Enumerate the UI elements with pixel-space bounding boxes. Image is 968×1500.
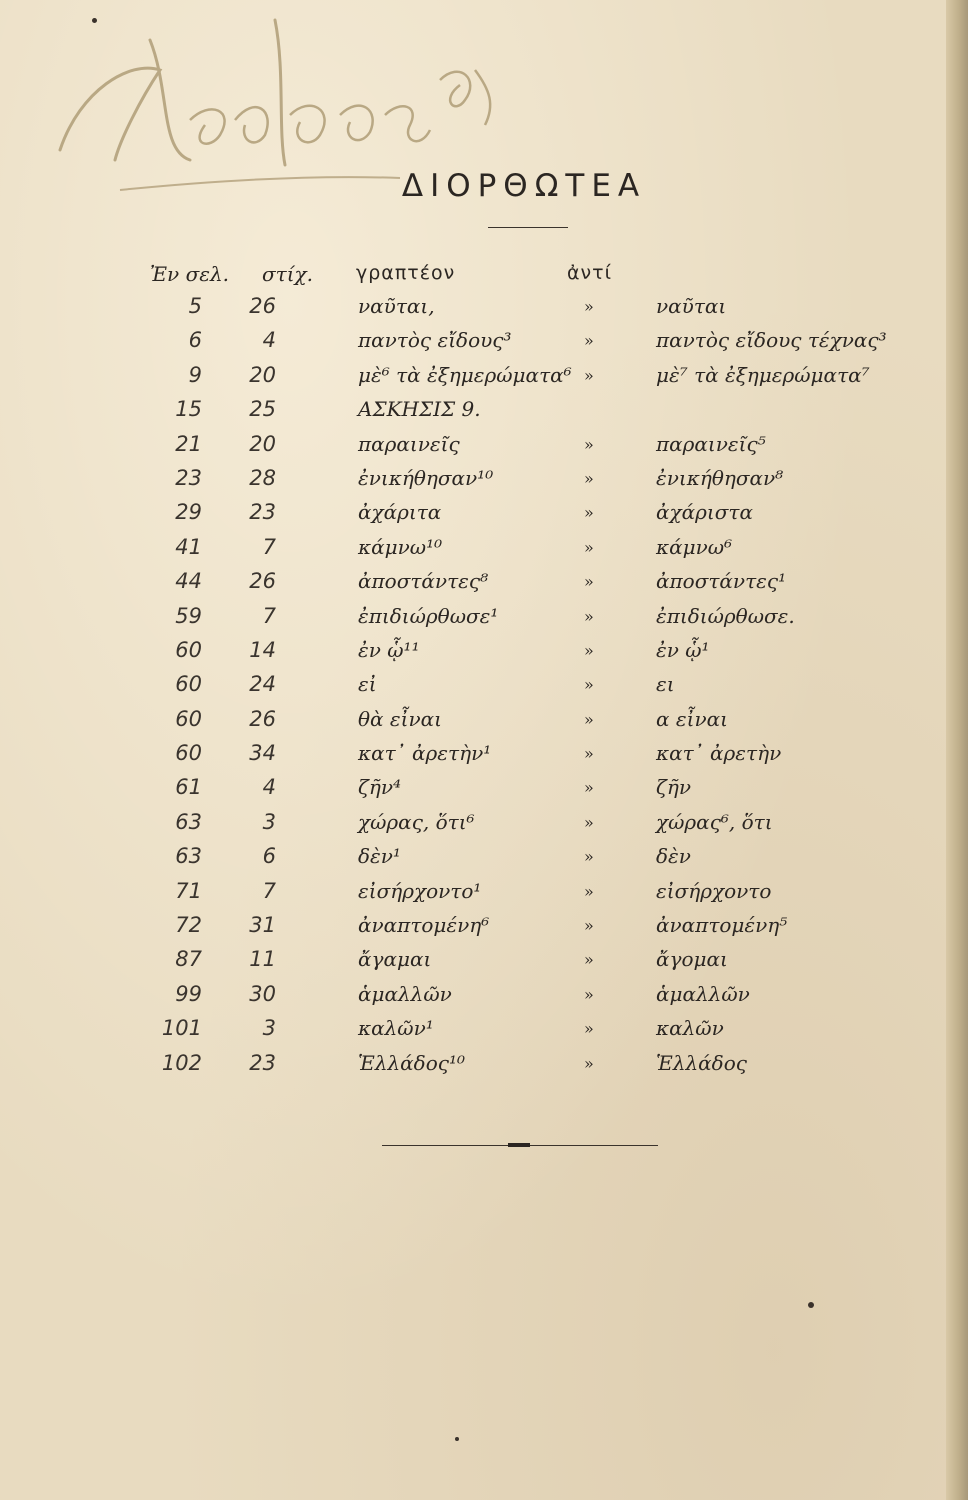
correct-reading: ἐν ᾧ¹¹ [358,637,420,662]
table-row [0,1047,968,1081]
header-page-label: Ἐν σελ. [150,262,229,286]
table-row [0,806,968,840]
erroneous-reading: ει [656,672,675,697]
ditto-mark: » [584,950,594,970]
erroneous-reading: ζῆν [656,775,691,800]
ditto-mark: » [584,537,594,557]
correct-reading: κάμνω¹⁰ [358,534,443,559]
correct-reading: παραινεῖς [358,431,460,456]
erroneous-reading: ἁμαλλῶν [656,981,750,1006]
line-number: 11 [249,947,276,972]
page-number: 60 [175,741,202,766]
ditto-mark: » [584,331,594,351]
line-number: 3 [262,809,276,834]
page-number: 87 [175,947,202,972]
header-instead-label: ἀντί [567,262,613,284]
page-number: 21 [175,431,202,456]
erroneous-reading: εἰσήρχοντο [656,878,772,903]
line-number: 23 [249,500,276,525]
correct-reading: ἀχάριτα [358,500,442,525]
erroneous-reading: δὲν [656,844,691,869]
line-number: 28 [249,465,276,490]
line-number: 4 [262,775,276,800]
correct-reading: χώρας, ὅτι⁶ [358,809,475,834]
line-number: 7 [262,603,276,628]
line-number: 7 [262,534,276,559]
table-row [0,703,968,737]
title-divider [488,227,568,228]
end-divider-ornament [508,1143,530,1147]
ditto-mark: » [584,881,594,901]
table-row [0,634,968,668]
line-number: 20 [249,431,276,456]
page-number: 99 [175,981,202,1006]
erroneous-reading: ἐπιδιώρθωσε. [656,603,795,628]
ditto-mark: » [584,640,594,660]
erroneous-reading: παντὸς εἴδους τέχνας³ [656,328,887,353]
ditto-mark: » [584,468,594,488]
correct-reading: ἀποστάντες⁸ [358,569,489,594]
table-row [0,324,968,358]
table-row [0,565,968,599]
table-row [0,531,968,565]
table-row [0,978,968,1012]
table-row [0,771,968,805]
page-number: 60 [175,637,202,662]
table-row [0,428,968,462]
ditto-mark: » [584,503,594,523]
line-number: 26 [249,569,276,594]
correct-reading: ἄγαμαι [358,947,432,972]
line-number: 14 [249,637,276,662]
correct-reading: παντὸς εἴδους³ [358,328,512,353]
ditto-mark: » [584,847,594,867]
line-number: 31 [249,913,276,938]
ink-speck [808,1302,814,1308]
ditto-mark: » [584,572,594,592]
erroneous-reading: ἀναπτομένη⁵ [656,913,788,938]
line-number: 23 [249,1050,276,1075]
erroneous-reading: μὲ⁷ τὰ ἐξημερώματα⁷ [656,362,870,387]
table-row [0,875,968,909]
page-number: 29 [175,500,202,525]
table-row [0,943,968,977]
ditto-mark: » [584,744,594,764]
ditto-mark: » [584,709,594,729]
ink-speck [455,1437,459,1441]
ditto-mark: » [584,297,594,316]
line-number: 26 [249,294,276,318]
line-number: 20 [249,362,276,387]
page-number: 41 [175,534,202,559]
page-number: 15 [175,397,202,422]
errata-table [0,290,968,1081]
line-number: 30 [249,981,276,1006]
erroneous-reading: παραινεῖς⁵ [656,431,766,456]
erroneous-reading: Ἑλλάδος [656,1050,747,1075]
correct-reading: θὰ εἶναι [358,706,442,731]
correct-reading: ἀναπτομένη⁶ [358,913,490,938]
line-number: 7 [262,878,276,903]
correct-reading: ἐπιδιώρθωσε¹ [358,603,499,628]
erroneous-reading: κατ᾽ ἀρετὴν [656,741,782,766]
correct-reading: ΑΣΚΗΣΙΣ 9. [358,397,481,422]
correct-reading: μὲ⁶ τὰ ἐξημερώματα⁶ [358,362,572,387]
line-number: 4 [262,328,276,353]
table-row [0,600,968,634]
line-number: 25 [249,397,276,422]
line-number: 6 [262,844,276,869]
correct-reading: ναῦται, [358,294,435,318]
erroneous-reading: κάμνω⁶ [656,534,733,559]
table-row [0,668,968,702]
erroneous-reading: ναῦται [656,294,727,318]
line-number: 34 [249,741,276,766]
erroneous-reading: α εἶναι [656,706,728,731]
table-row [0,840,968,874]
table-row [0,359,968,393]
correct-reading: δὲν¹ [358,844,401,869]
ditto-mark: » [584,606,594,626]
line-number: 3 [262,1016,276,1041]
page-number: 63 [175,844,202,869]
header-write-label: γραπτέον [356,262,456,284]
page-number: 5 [188,294,202,318]
table-row [0,737,968,771]
page-number: 6 [188,328,202,353]
correct-reading: Ἑλλάδος¹⁰ [358,1050,466,1075]
line-number: 24 [249,672,276,697]
erroneous-reading: καλῶν [656,1016,724,1041]
correct-reading: κατ᾽ ἀρετὴν¹ [358,741,492,766]
ditto-mark: » [584,1053,594,1073]
line-number: 26 [249,706,276,731]
page-number: 71 [175,878,202,903]
page-number: 59 [175,603,202,628]
page-number: 72 [175,913,202,938]
table-row [0,290,968,324]
correct-reading: ἐνικήθησαν¹⁰ [358,465,494,490]
page-number: 44 [175,569,202,594]
correct-reading: καλῶν¹ [358,1016,434,1041]
page-number: 9 [188,362,202,387]
erroneous-reading: ἐν ᾧ¹ [656,637,710,662]
page-title: ΔΙΟΡΘΩΤΕΑ [401,168,647,204]
ditto-mark: » [584,675,594,695]
ditto-mark: » [584,1019,594,1039]
ditto-mark: » [584,434,594,454]
ink-speck [92,18,97,23]
page-number: 23 [175,465,202,490]
correct-reading: ἁμαλλῶν [358,981,452,1006]
page-number: 60 [175,706,202,731]
page-number: 63 [175,809,202,834]
ditto-mark: » [584,365,594,385]
header-line-label: στίχ. [262,262,314,286]
table-row [0,909,968,943]
erroneous-reading: ἐνικήθησαν⁸ [656,465,784,490]
correct-reading: ζῆν⁴ [358,775,401,800]
ditto-mark: » [584,984,594,1004]
table-row [0,462,968,496]
page-number: 60 [175,672,202,697]
erroneous-reading: ἀχάριστα [656,500,753,525]
erroneous-reading: ἀποστάντες¹ [656,569,787,594]
table-row [0,1012,968,1046]
page-number: 101 [161,1016,202,1041]
ditto-mark: » [584,916,594,936]
ditto-mark: » [584,812,594,832]
page-number: 61 [175,775,202,800]
table-row [0,496,968,530]
correct-reading: εἰ [358,672,377,697]
erroneous-reading: χώρας⁶, ὅτι [656,809,773,834]
correct-reading: εἰσήρχοντο¹ [358,878,482,903]
erroneous-reading: ἄγομαι [656,947,728,972]
page-number: 102 [161,1050,202,1075]
table-row [0,393,968,427]
ditto-mark: » [584,778,594,798]
